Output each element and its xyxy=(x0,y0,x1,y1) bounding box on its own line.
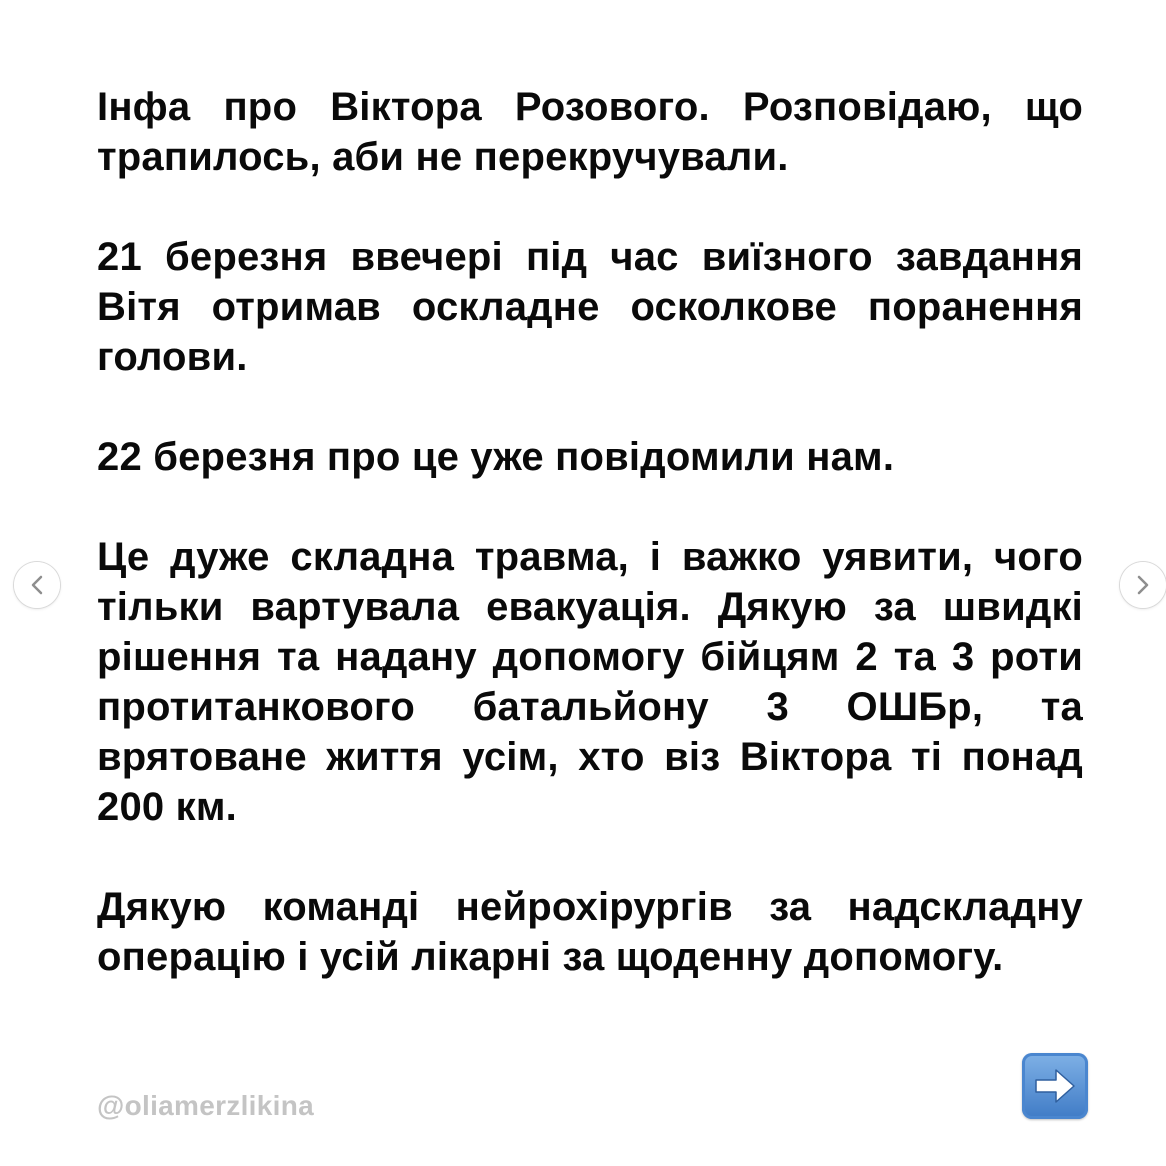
post-paragraph-4: Це дуже складна травма, і важко уявити, чого тільки вартувала евакуація. Дякую за швидкі рішення та надану допомогу бійцям 2 та 3 роти протитанкового батальйону 3 ОШБр, та врятоване життя усім, хто віз Віктора ті понад 200 км. xyxy=(97,535,1083,829)
carousel-next-button[interactable] xyxy=(1120,562,1166,608)
right-arrow-emoji-icon xyxy=(1022,1053,1088,1119)
chevron-left-icon xyxy=(14,562,60,608)
post-paragraph-1: Інфа про Віктора Розового. Розповідаю, що трапилось, аби не перекручували. xyxy=(97,85,1083,179)
post-paragraph-5: Дякую команді нейрохірургів за надскладну операцію і усій лікарні за щоденну допомогу. xyxy=(97,885,1083,979)
chevron-right-icon xyxy=(1120,562,1166,608)
post-paragraph-2: 21 березня ввечері під час виїзного завдання Вітя отримав оскладне осколкове поранення голови. xyxy=(97,235,1083,379)
author-handle: @oliamerzlikina xyxy=(97,1090,314,1121)
post-paragraph-3: 22 березня про це уже повідомили нам. xyxy=(97,435,895,479)
carousel-prev-button[interactable] xyxy=(14,562,60,608)
post-text xyxy=(97,82,1083,982)
